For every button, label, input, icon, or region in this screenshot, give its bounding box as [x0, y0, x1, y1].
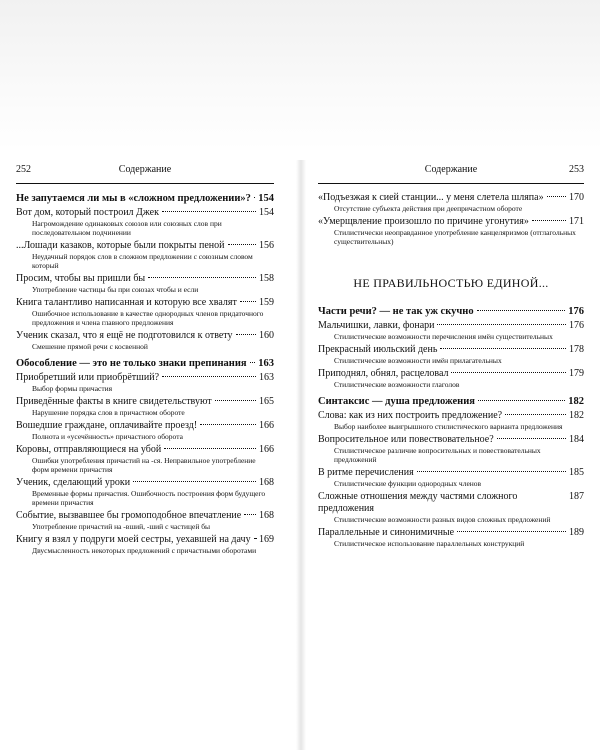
- toc-entry-description: Временные формы причастия. Ошибочность построения форм будущего времени причастия: [32, 489, 266, 507]
- toc-entry-description: Смешение прямой речи с косвенной: [32, 342, 148, 351]
- toc-entry-description: Полнота и «усечённость» причастного оборота: [32, 432, 183, 441]
- dot-leader: [200, 424, 256, 425]
- dot-leader: [254, 538, 256, 539]
- toc-page-number: 179: [569, 368, 584, 379]
- toc-entry-description: Нарушение порядка слов в причастном обороте: [32, 408, 185, 417]
- toc-entry-description: Стилистические возможности перечисления имён существительных: [334, 332, 553, 341]
- toc-list: [318, 305, 584, 548]
- toc-entry-title: Синтаксис — душа предложения: [318, 396, 475, 407]
- toc-list: [16, 192, 274, 555]
- dot-leader: [244, 514, 256, 515]
- dot-leader: [477, 310, 566, 311]
- dot-leader: [440, 348, 566, 349]
- toc-page-number: 159: [259, 297, 274, 308]
- toc-page-number: 170: [569, 192, 584, 203]
- toc-entry: [16, 240, 274, 252]
- dot-leader: [497, 438, 566, 439]
- toc-entry-title: Слова: как из них построить предложение?: [318, 410, 503, 421]
- toc-entry-title: Приведённые факты в книге свидетельствуют: [16, 396, 212, 407]
- toc-page-number: 163: [259, 372, 274, 383]
- toc-entry-description: Употребление причастий на -вший, -ший с частицей бы: [32, 522, 211, 531]
- toc-entry-description: Стилистические функции однородных членов: [334, 479, 482, 488]
- toc-page-number: 176: [569, 320, 584, 331]
- toc-entry-title: «Подъезжая к сией станции... у меня слетела шляпа»: [318, 192, 544, 203]
- page-number: 253: [569, 164, 584, 175]
- toc-entry-title: Приобретший или приобрётший?: [16, 372, 160, 383]
- toc-list: [318, 192, 584, 246]
- dot-leader: [162, 211, 256, 212]
- toc-page-number: 176: [568, 306, 584, 317]
- toc-page-number: 166: [259, 420, 274, 431]
- toc-entry: [16, 534, 274, 546]
- toc-entry: [16, 510, 274, 522]
- toc-page-number: 187: [569, 491, 584, 502]
- toc-page-number: 158: [259, 273, 274, 284]
- toc-entry: [318, 410, 584, 422]
- toc-page-number: 184: [569, 434, 584, 445]
- running-title: Содержание: [424, 164, 478, 175]
- toc-page-number: 165: [259, 396, 274, 407]
- dot-leader: [164, 448, 256, 449]
- toc-entry-title: Мальчишки, лавки, фонари: [318, 320, 435, 331]
- dot-leader: [451, 372, 566, 373]
- toc-entry-title: ...Лошади казаков, которые были покрыты пеной: [16, 240, 225, 251]
- toc-entry-title: Части речи? — не так уж скучно: [318, 306, 474, 317]
- toc-section-heading: [318, 305, 584, 318]
- dot-leader: [148, 277, 256, 278]
- toc-section-heading: [16, 192, 274, 205]
- toc-entry: [318, 368, 584, 380]
- toc-entry-title: Сложные отношения между частями сложного предложения: [318, 491, 518, 514]
- toc-page-number: 182: [569, 410, 584, 421]
- toc-entry-description: Стилистические возможности глаголов: [334, 380, 460, 389]
- toc-page-number: 156: [259, 240, 274, 251]
- toc-entry-description: Нагромождение одинаковых союзов или союзных слов при последовательном подчинении: [32, 219, 222, 237]
- toc-section-heading: [16, 357, 274, 370]
- dot-leader: [254, 197, 255, 198]
- toc-entry-title: Приподнял, обнял, расцеловал: [318, 368, 449, 379]
- toc-page-number: 169: [259, 534, 274, 545]
- toc-entry-title: Книгу я взял у подруги моей сестры, уехавшей на дачу: [16, 534, 251, 545]
- toc-entry-description: Стилистические возможности имён прилагательных: [334, 356, 502, 365]
- toc-entry-description: Отсутствие субъекта действия при деепричастном обороте: [334, 204, 523, 213]
- toc-page-number: 166: [259, 444, 274, 455]
- toc-entry: [318, 192, 584, 204]
- running-head: [318, 164, 584, 180]
- toc-entry-title: В ритме перечисления: [318, 467, 414, 478]
- running-title: Содержание: [118, 164, 172, 175]
- header-rule: [16, 183, 274, 184]
- toc-page-number: 182: [568, 396, 584, 407]
- dot-leader: [236, 334, 256, 335]
- toc-entry: [16, 396, 274, 408]
- toc-entry-title: «Умерщвление произошло по причине угонутия»: [318, 216, 529, 227]
- toc-entry: [16, 297, 274, 309]
- toc-entry-title: Ученик, сделающий уроки: [16, 477, 131, 488]
- dot-leader: [240, 301, 256, 302]
- toc-entry-title: Событие, вызвавшее бы громоподобное впечатление: [16, 510, 242, 521]
- dot-leader: [437, 324, 566, 325]
- page-top-shadow: [0, 0, 600, 150]
- toc-entry-title: Вопросительное или повествовательное?: [318, 434, 494, 445]
- toc-entry: [16, 330, 274, 342]
- toc-entry-description: Выбор наиболее выигрышного стилистического варианта предложения: [334, 422, 563, 431]
- toc-entry-description: Двусмысленность некоторых предложений с причастными оборотами: [32, 546, 257, 555]
- toc-entry-title: Не запутаемся ли мы в «сложном предложении»?: [16, 193, 251, 204]
- page-number: 252: [16, 164, 31, 175]
- toc-entry: [318, 467, 584, 479]
- chapter-heading: НЕ ПРАВИЛЬНОСТЬЮ ЕДИНОЙ...: [353, 276, 549, 290]
- toc-entry-title: Просим, чтобы вы пришли бы: [16, 273, 146, 284]
- dot-leader: [417, 471, 566, 472]
- toc-page-number: 154: [258, 193, 274, 204]
- toc-entry-description: Употребление частицы бы при союзах чтобы и если: [32, 285, 199, 294]
- dot-leader: [228, 244, 257, 245]
- toc-page-number: 154: [259, 207, 274, 218]
- toc-entry: [318, 216, 584, 228]
- toc-page-number: 178: [569, 344, 584, 355]
- toc-entry-description: Стилистическое различие вопросительных и повествовательных предложений: [334, 446, 541, 464]
- toc-entry: [16, 273, 274, 285]
- toc-entry-title: Вот дом, который построил Джек: [16, 207, 159, 218]
- toc-entry-description: Стилистическое использование параллельных конструкций: [334, 539, 525, 548]
- toc-page-number: 160: [259, 330, 274, 341]
- toc-entry: [16, 477, 274, 489]
- dot-leader: [215, 400, 256, 401]
- toc-entry-description: Ошибочное использование в качестве однородных членов придаточного предложения и члена главного предложения: [32, 309, 264, 327]
- toc-entry-description: Выбор формы причастия: [32, 384, 113, 393]
- toc-page-number: 163: [258, 358, 274, 369]
- toc-section-heading: [318, 395, 584, 408]
- running-head: [16, 164, 274, 180]
- toc-page-number: 168: [259, 477, 274, 488]
- dot-leader: [547, 196, 566, 197]
- toc-entry: [318, 320, 584, 332]
- toc-entry: [16, 444, 274, 456]
- toc-page-number: 185: [569, 467, 584, 478]
- toc-page-number: 168: [259, 510, 274, 521]
- toc-page-number: 171: [569, 216, 584, 227]
- dot-leader: [457, 531, 566, 532]
- dot-leader: [250, 362, 256, 363]
- toc-entry-title: Вошедшие граждане, оплачивайте проезд!: [16, 420, 198, 431]
- toc-entry: [318, 344, 584, 356]
- toc-entry-description: Стилистические возможности разных видов сложных предложений: [334, 515, 551, 524]
- toc-entry-title: Книга талантливо написанная и которую все хвалят: [16, 297, 237, 308]
- toc-entry: [318, 491, 584, 515]
- toc-entry-title: Прекрасный июльский день: [318, 344, 438, 355]
- toc-entry-title: Коровы, отправляющиеся на убой: [16, 444, 162, 455]
- header-rule: [318, 183, 584, 184]
- toc-entry-description: Стилистически неоправданное употребление канцеляризмов (отглагольных существительных): [334, 228, 576, 246]
- dot-leader: [478, 400, 565, 401]
- dot-leader: [162, 376, 256, 377]
- toc-entry: [318, 434, 584, 446]
- toc-entry-title: Ученик сказал, что я ещё не подготовился к ответу: [16, 330, 233, 341]
- toc-entry-description: Ошибки употребления причастий на -ся. Неправильное употребление форм времени причастия: [32, 456, 256, 474]
- toc-entry-title: Параллельные и синонимичные: [318, 527, 455, 538]
- toc-entry: [16, 420, 274, 432]
- toc-entry: [16, 207, 274, 219]
- left-page: [16, 164, 274, 558]
- toc-entry-title: Обособление — это не только знаки препинания: [16, 358, 247, 369]
- dot-leader: [133, 481, 256, 482]
- book-gutter: [296, 160, 306, 750]
- dot-leader: [532, 220, 566, 221]
- toc-entry: [318, 527, 584, 539]
- right-page: [318, 164, 584, 551]
- dot-leader: [505, 414, 566, 415]
- toc-entry: [16, 372, 274, 384]
- toc-page-number: 189: [569, 527, 584, 538]
- toc-entry-description: Неудачный порядок слов в сложном предложении с союзным словом который: [32, 252, 253, 270]
